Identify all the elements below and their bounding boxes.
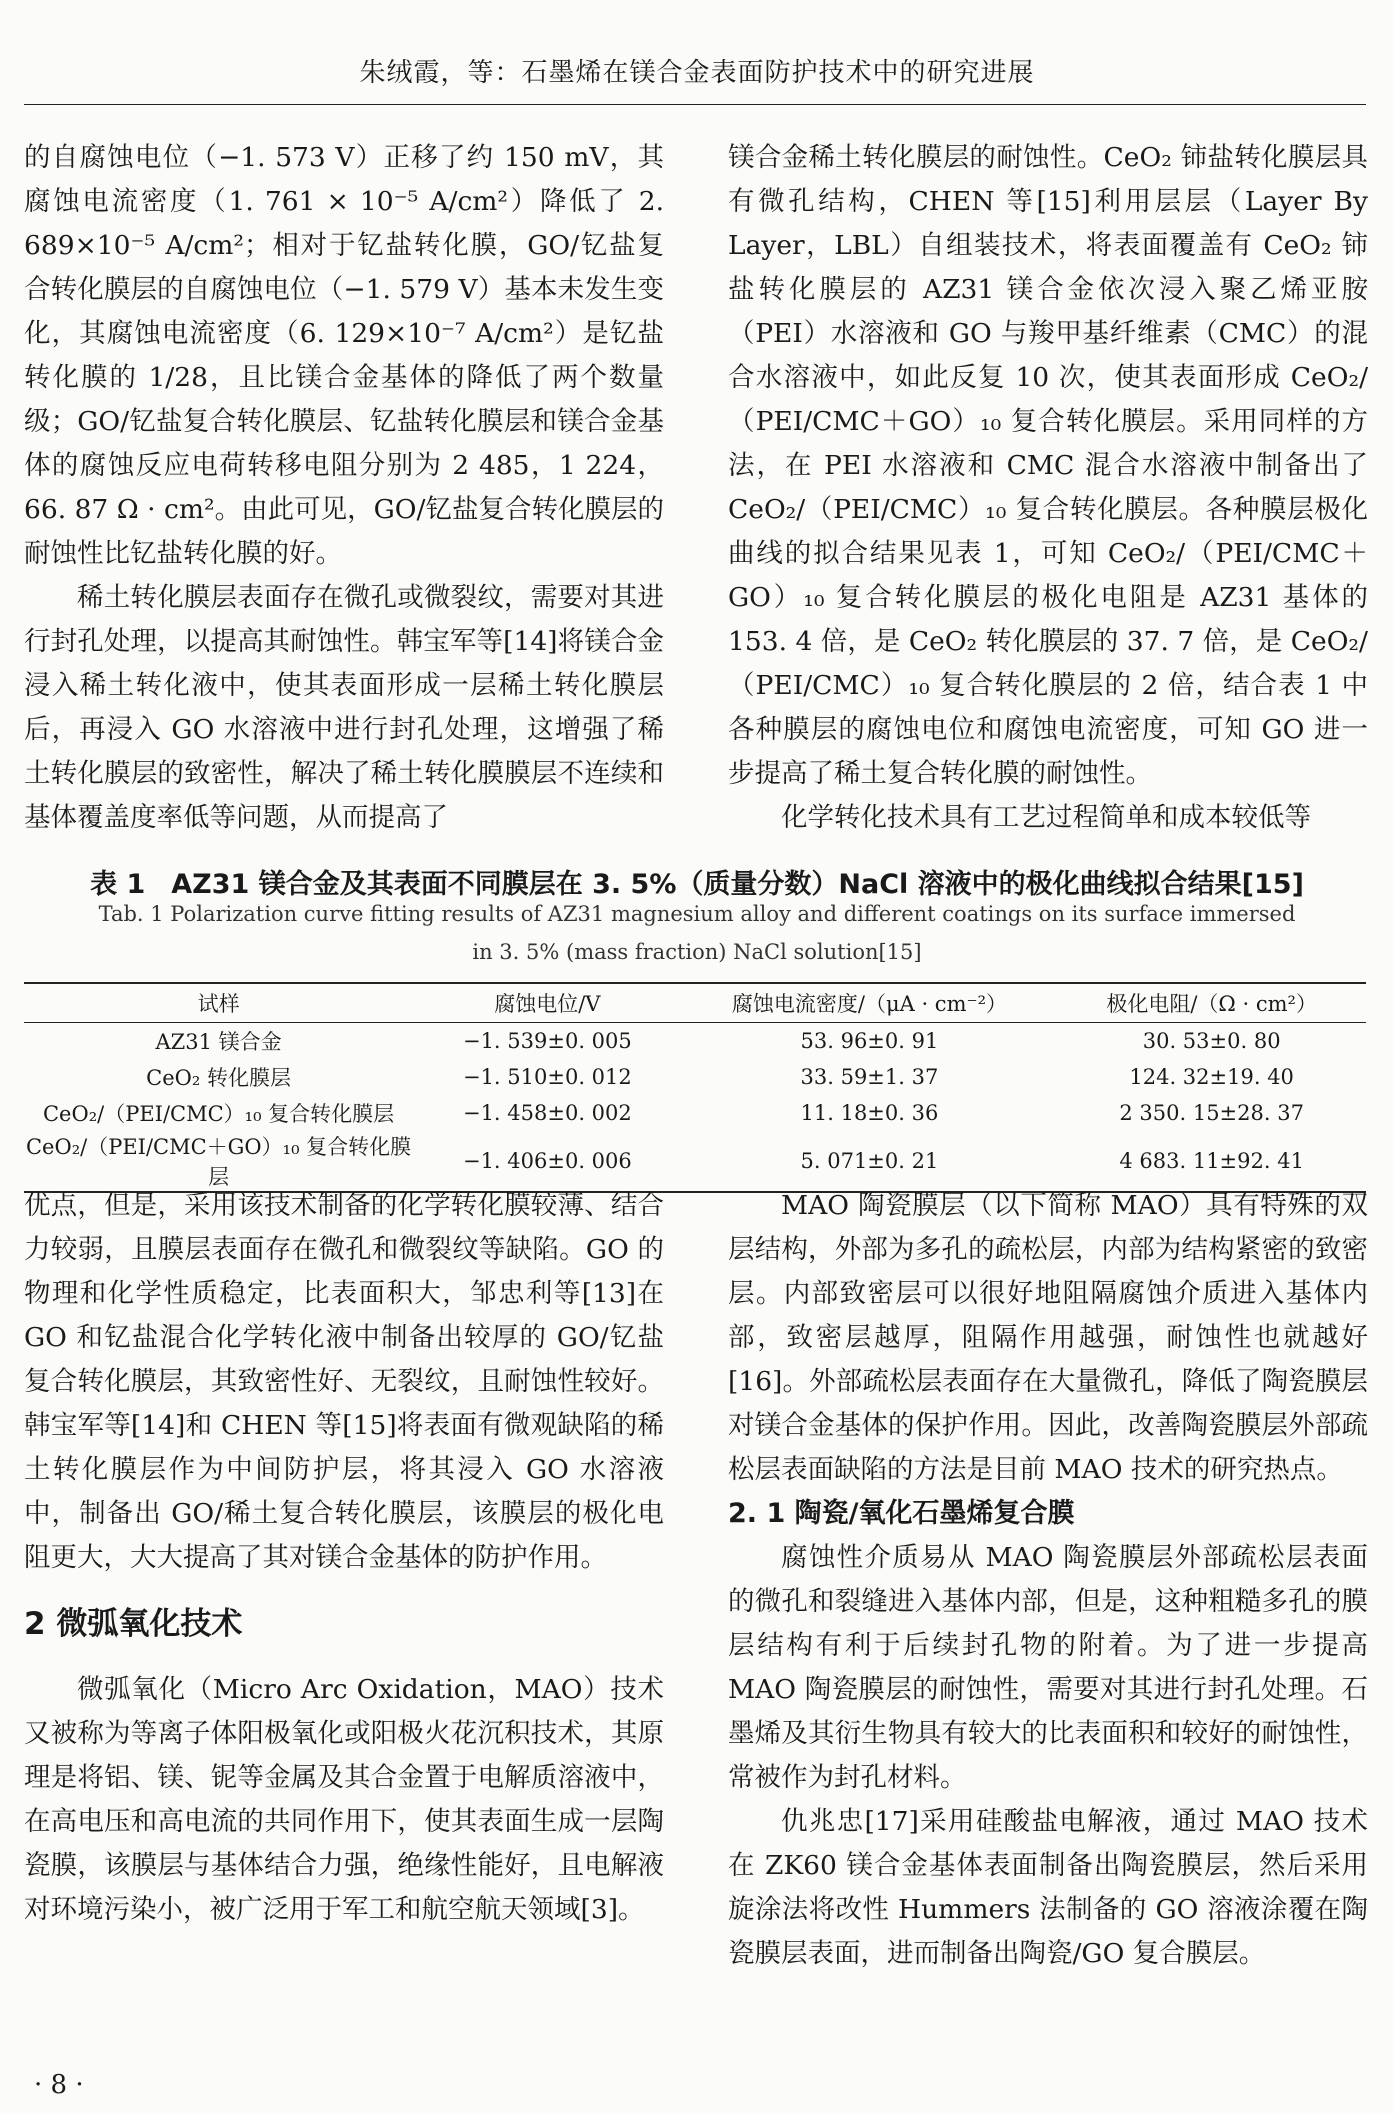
table-cell: 30. 53±0. 80: [1142, 1029, 1281, 1053]
column-header: 试样: [24, 983, 413, 1023]
paragraph: 仇兆忠[17]采用硅酸盐电解液，通过 MAO 技术在 ZK60 镁合金基体表面制备出陶瓷膜层，然后采用旋涂法将改性 Hummers 法制备的 GO 溶液涂覆在陶瓷膜层表面，进而制备出陶瓷/GO 复合膜层。: [728, 1806, 1368, 1969]
table-header-row: [24, 983, 1366, 1023]
table-caption-en-cont: in 3. 5% (mass fraction) NaCl solution[15]: [472, 940, 922, 964]
page-number: · 8 ·: [34, 2070, 84, 2100]
paragraph: 化学转化技术具有工艺过程简单和成本较低等: [781, 802, 1311, 833]
table-cell: 53. 96±0. 91: [800, 1029, 939, 1053]
table-cell: −1. 406±0. 006: [462, 1149, 632, 1173]
column-bottom-left: [24, 1184, 664, 1932]
column-header: 极化电阻/（Ω · cm²）: [1057, 983, 1366, 1023]
table-row: [24, 1023, 1366, 1060]
table-cell: 11. 18±0. 36: [800, 1101, 939, 1125]
column-top-right: [728, 136, 1368, 840]
table-cell: −1. 458±0. 002: [462, 1101, 632, 1125]
table-cell: AZ31 镁合金: [155, 1030, 282, 1054]
table-cell: 4 683. 11±92. 41: [1119, 1149, 1304, 1173]
column-header: 腐蚀电流密度/（μA · cm⁻²）: [682, 983, 1058, 1023]
paragraph: 腐蚀性介质易从 MAO 陶瓷膜层外部疏松层表面的微孔和裂缝进入基体内部，但是，这种粗糙多孔的膜层结构有利于后续封孔物的附着。为了进一步提高 MAO 陶瓷膜层的耐蚀性，需要对其进行封孔处理。石墨烯及其衍生物具有较大的比表面积和较好的耐蚀性，常被作为封孔材料。: [728, 1542, 1368, 1793]
table-row: [24, 1131, 1366, 1192]
section-heading: 2 微弧氧化技术: [24, 1606, 243, 1642]
column-bottom-right: [728, 1184, 1368, 1976]
paragraph: 微弧氧化（Micro Arc Oxidation，MAO）技术又被称为等离子体阳极氧化或阳极火花沉积技术，其原理是将铝、镁、铌等金属及其合金置于电解质溶液中，在高电压和高电流的共同作用下，使其表面生成一层陶瓷膜，该膜层与基体结合力强，绝缘性能好，且电解液对环境污染小，被广泛用于军工和航空航天领域[3]。: [24, 1674, 664, 1925]
paragraph: MAO 陶瓷膜层（以下简称 MAO）具有特殊的双层结构，外部为多孔的疏松层，内部为结构紧密的致密层。内部致密层可以很好地阻隔腐蚀介质进入基体内部，致密层越厚，阻隔作用越强，耐蚀性也就越好[16]。外部疏松层表面存在大量微孔，降低了陶瓷膜层对镁合金基体的保护作用。因此，改善陶瓷膜层外部疏松层表面缺陷的方法是目前 MAO 技术的研究热点。: [728, 1190, 1368, 1485]
table-cell: 33. 59±1. 37: [800, 1065, 939, 1089]
paragraph: 镁合金稀土转化膜层的耐蚀性。CeO₂ 铈盐转化膜层具有微孔结构，CHEN 等[15]利用层层（Layer By Layer，LBL）自组装技术，将表面覆盖有 CeO₂ 铈盐转化膜层的 AZ31 镁合金依次浸入聚乙烯亚胺（PEI）水溶液和 GO 与羧甲基纤维素（CMC）的混合水溶液中，如此反复 10 次，使其表面形成 CeO₂/（PEI/CMC＋GO）₁₀ 复合转化膜层。采用同样的方法，在 PEI 水溶液和 CMC 混合水溶液中制备出了 CeO₂/（PEI/CMC）₁₀ 复合转化膜层。各种膜层极化曲线的拟合结果见表 1，可知 CeO₂/（PEI/CMC＋GO）₁₀ 复合转化膜层的极化电阻是 AZ31 基体的 153. 4 倍，是 CeO₂ 转化膜层的 37. 7 倍，是 CeO₂/（PEI/CMC）₁₀ 复合转化膜层的 2 倍，结合表 1 中各种膜层的腐蚀电位和腐蚀电流密度，可知 GO 进一步提高了稀土复合转化膜的耐蚀性。: [728, 142, 1368, 789]
table-cell: 5. 071±0. 21: [800, 1149, 939, 1173]
results-table: [24, 982, 1366, 1193]
table-cell: CeO₂/（PEI/CMC＋GO）₁₀ 复合转化膜层: [25, 1135, 412, 1189]
table-caption-en: Tab. 1 Polarization curve fitting results of AZ31 magnesium alloy and different coatings on its surface immersed: [98, 902, 1296, 926]
column-top-left: [24, 136, 664, 840]
table-cell: CeO₂/（PEI/CMC）₁₀ 复合转化膜层: [42, 1102, 395, 1126]
paragraph: 优点，但是，采用该技术制备的化学转化膜较薄、结合力较弱，且膜层表面存在微孔和微裂纹等缺陷。GO 的物理和化学性质稳定，比表面积大，邹忠利等[13]在 GO 和钇盐混合化学转化液中制备出较厚的 GO/钇盐复合转化膜层，其致密性好、无裂纹，且耐蚀性较好。韩宝军等[14]和 CHEN 等[15]将表面有微观缺陷的稀土转化膜层作为中间防护层，将其浸入 GO 水溶液中，制备出 GO/稀土复合转化膜层，该膜层的极化电阻更大，大大提高了其对镁合金基体的防护作用。: [24, 1190, 664, 1573]
table-caption-cn: [0, 862, 1394, 901]
header-rule: [24, 104, 1366, 105]
table-row: [24, 1095, 1366, 1131]
table-cell: 124. 32±19. 40: [1129, 1065, 1294, 1089]
running-header: 朱绒霞，等：石墨烯在镁合金表面防护技术中的研究进展: [359, 58, 1035, 88]
paragraph: 稀土转化膜层表面存在微孔或微裂纹，需要对其进行封孔处理，以提高其耐蚀性。韩宝军等[14]将镁合金浸入稀土转化液中，使其表面形成一层稀土转化膜层后，再浸入 GO 水溶液中进行封孔处理，这增强了稀土转化膜层的致密性，解决了稀土转化膜膜层不连续和基体覆盖度率低等问题，从而提高了: [24, 582, 664, 833]
paragraph: 的自腐蚀电位（−1. 573 V）正移了约 150 mV，其腐蚀电流密度（1. 761 × 10⁻⁵ A/cm²）降低了 2. 689×10⁻⁵ A/cm²；相对于钇盐转化膜，GO/钇盐复合转化膜层的自腐蚀电位（−1. 579 V）基本未发生变化，其腐蚀电流密度（6. 129×10⁻⁷ A/cm²）是钇盐转化膜的 1/28，且比镁合金基体的降低了两个数量级；GO/钇盐复合转化膜层、钇盐转化膜层和镁合金基体的腐蚀反应电荷转移电阻分别为 2 485，1 224，66. 87 Ω · cm²。由此可见，GO/钇盐复合转化膜层的耐蚀性比钇盐转化膜的好。: [24, 142, 664, 569]
table-row: [24, 1059, 1366, 1095]
table-label: 表 1: [90, 869, 146, 900]
table-cell: CeO₂ 转化膜层: [146, 1066, 291, 1090]
table-cell: −1. 539±0. 005: [462, 1029, 632, 1053]
table-cell: −1. 510±0. 012: [462, 1065, 632, 1089]
subsection-heading: 2. 1 陶瓷/氧化石墨烯复合膜: [728, 1498, 1075, 1529]
table-cell: 2 350. 15±28. 37: [1119, 1101, 1304, 1125]
column-header: 腐蚀电位/V: [413, 983, 681, 1023]
table-title: AZ31 镁合金及其表面不同膜层在 3. 5%（质量分数）NaCl 溶液中的极化曲线拟合结果[15]: [171, 869, 1304, 900]
